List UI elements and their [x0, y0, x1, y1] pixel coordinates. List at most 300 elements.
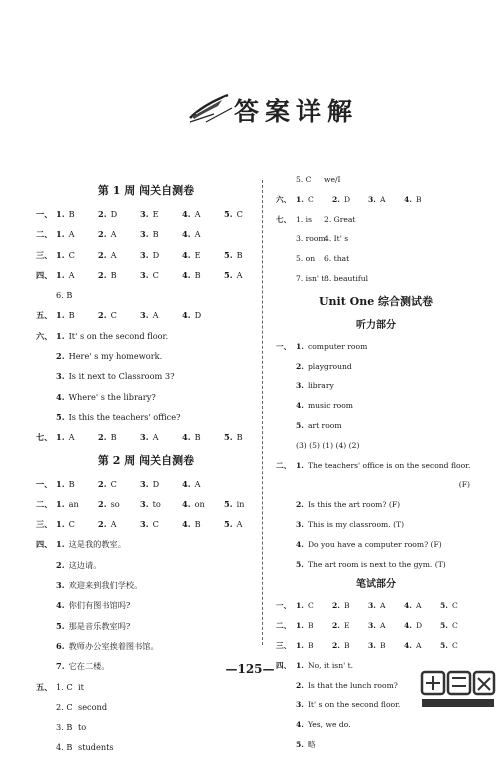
- item-number: 1.: [296, 194, 304, 204]
- item-number: 3.: [296, 700, 304, 710]
- answer-text: [56, 326, 168, 346]
- answer-text: [56, 575, 142, 595]
- answer-item: [56, 224, 74, 244]
- answer-text: [296, 676, 398, 696]
- item-number: 4.: [56, 600, 65, 611]
- answer-row: [276, 337, 476, 357]
- answer-item: [296, 616, 314, 636]
- item-number: 4.: [182, 432, 191, 443]
- item-value: B: [110, 432, 117, 443]
- answer-item: [140, 265, 159, 285]
- answer-choice: 5. C: [296, 175, 312, 184]
- writing-title: 笔试部分: [356, 579, 396, 591]
- item-number: 1.: [296, 601, 304, 611]
- item-value: A: [68, 432, 75, 443]
- answer-word: 4. It' s: [324, 234, 349, 244]
- question-label: 六、: [276, 194, 292, 204]
- answer-row: [276, 616, 476, 636]
- answer-choice: 2. C: [56, 701, 73, 712]
- item-number: 5.: [56, 411, 65, 422]
- answer-choice: 1. is: [296, 214, 312, 224]
- answer-item: [224, 427, 243, 447]
- item-number: 4.: [182, 498, 191, 509]
- item-value: Do you have a computer room? (F): [307, 539, 442, 549]
- answer-choice: 7. isn' t: [296, 273, 325, 283]
- item-number: 2.: [98, 249, 107, 260]
- answer-row: [36, 575, 256, 595]
- item-number: 2.: [296, 361, 304, 371]
- question-label: 一、: [36, 209, 53, 219]
- item-value: No, it isn' t.: [307, 660, 354, 670]
- answer-item: [224, 204, 243, 224]
- item-value: It' s on the second floor.: [68, 330, 169, 341]
- item-value: B: [194, 432, 201, 443]
- answer-item: [182, 245, 201, 265]
- question-label: 二、: [36, 229, 53, 240]
- question-label: 五、: [36, 310, 53, 321]
- item-number: 5.: [56, 620, 65, 631]
- answer-item: [56, 494, 79, 514]
- answer-item: [368, 616, 385, 636]
- answer-item: [368, 596, 385, 616]
- item-value: C: [152, 519, 159, 530]
- answer-text: [296, 735, 316, 755]
- answer-row: [36, 555, 256, 575]
- item-value: B: [194, 519, 201, 530]
- item-number: 1.: [296, 621, 304, 631]
- week2-answers: [36, 474, 256, 758]
- pen-quill-icon: [188, 92, 234, 124]
- item-value: C: [68, 249, 75, 260]
- item-value: so: [110, 498, 120, 509]
- answer-text: [56, 366, 174, 386]
- answer-text: [56, 636, 159, 656]
- answer-item: [368, 636, 386, 656]
- answer-row: [36, 595, 256, 615]
- answer-item: [182, 427, 201, 447]
- answer-row: [36, 534, 256, 554]
- question-label: 五、: [36, 681, 53, 692]
- item-value: 那是音乐教室吗?: [68, 620, 131, 631]
- answer-item: [140, 224, 159, 244]
- item-number: 2.: [98, 498, 107, 509]
- item-number: 4.: [182, 229, 191, 240]
- answer-item: [182, 204, 200, 224]
- answer-item: [224, 265, 242, 285]
- answer-choice: 1. C: [56, 681, 73, 692]
- week2-continued: [276, 170, 476, 289]
- answer-item: [56, 427, 74, 447]
- answer-row: [276, 269, 476, 289]
- item-value: Yes, we do.: [307, 720, 351, 730]
- answer-item: [56, 204, 75, 224]
- answer-row: [276, 596, 476, 616]
- item-number: 4.: [404, 194, 412, 204]
- item-number: 4.: [404, 601, 412, 611]
- item-value: an: [68, 498, 79, 509]
- answer-row: [276, 170, 476, 190]
- answer-item: [56, 514, 75, 534]
- answer-item: [440, 636, 458, 656]
- answer-item: [140, 204, 159, 224]
- item-number: 2.: [98, 310, 107, 321]
- week1-answers: [36, 204, 256, 448]
- answer-row: [276, 376, 476, 396]
- answer-row: [276, 210, 476, 230]
- answer-row: [276, 535, 476, 555]
- item-number: 4.: [182, 310, 191, 321]
- item-number: 4.: [182, 519, 191, 530]
- answer-text: [296, 456, 470, 476]
- item-number: 3.: [56, 371, 65, 382]
- item-value: C: [451, 621, 458, 631]
- item-number: 3.: [56, 580, 65, 591]
- answer-item: [182, 474, 200, 494]
- item-number: 5.: [440, 621, 448, 631]
- item-value: A: [415, 601, 422, 611]
- item-value: C: [307, 194, 314, 204]
- item-number: 1.: [56, 432, 65, 443]
- item-value: B: [415, 194, 422, 204]
- item-number: 5.: [224, 498, 233, 509]
- question-label: 二、: [276, 621, 292, 631]
- unit-one-title: Unit One 综合测试卷: [318, 294, 434, 308]
- item-number: 2.: [98, 478, 107, 489]
- page-header: [0, 86, 500, 132]
- question-label: 四、: [36, 539, 53, 550]
- item-number: 3.: [296, 381, 304, 391]
- item-number: 1.: [56, 209, 65, 219]
- item-value: Is it next to Classroom 3?: [68, 371, 175, 382]
- answer-row: [276, 735, 476, 755]
- item-value: B: [307, 621, 314, 631]
- answer-item: [140, 494, 161, 514]
- answer-row: [276, 190, 476, 210]
- item-value: A: [379, 194, 386, 204]
- item-value: B: [236, 249, 243, 260]
- item-number: 1.: [56, 498, 65, 509]
- answer-text: [296, 715, 351, 735]
- question-label: 二、: [36, 498, 53, 509]
- answer-item: [224, 514, 242, 534]
- answer-text: [296, 396, 353, 416]
- item-number: 4.: [182, 249, 191, 260]
- answer-row: [276, 396, 476, 416]
- answer-text: [56, 555, 101, 575]
- answer-text: [296, 495, 400, 515]
- answer-item: [296, 190, 314, 210]
- answer-row: [36, 474, 256, 494]
- answer-choice: 3. B: [56, 722, 73, 733]
- item-number: 1.: [56, 229, 65, 240]
- question-label: 三、: [36, 519, 53, 530]
- item-number: 1.: [56, 269, 65, 280]
- item-value: D: [152, 478, 160, 489]
- item-value: D: [194, 310, 202, 321]
- item-value: The teachers' office is on the second floor.: [307, 460, 471, 470]
- answer-sequence: (3) (5) (1) (4) (2): [296, 440, 360, 450]
- question-label: 七、: [276, 214, 292, 224]
- item-number: 1.: [296, 460, 304, 470]
- item-value: computer room: [307, 341, 368, 351]
- answer-item: [98, 474, 117, 494]
- item-value: A: [194, 478, 201, 489]
- item-value: A: [236, 519, 243, 530]
- answer-item: [140, 427, 158, 447]
- item-number: 1.: [56, 519, 65, 530]
- item-value: 欢迎来到我们学校。: [68, 580, 143, 591]
- answer-row: [276, 475, 476, 495]
- item-number: 4.: [56, 391, 65, 402]
- answer-row: [276, 515, 476, 535]
- item-value: B: [68, 478, 75, 489]
- answer-row: [36, 717, 256, 737]
- item-number: 3.: [140, 249, 149, 260]
- answer-item: [224, 245, 243, 265]
- item-number: 4.: [296, 401, 304, 411]
- item-number: 1.: [56, 249, 65, 260]
- answer-item: [98, 305, 117, 325]
- item-value: B: [307, 640, 314, 650]
- answer-text: [296, 416, 342, 436]
- answer-text: [296, 357, 352, 377]
- answer-row: [36, 305, 256, 325]
- item-number: 3.: [140, 432, 149, 443]
- item-number: 3.: [140, 229, 149, 240]
- item-value: 这边请。: [68, 559, 102, 570]
- item-number: 2.: [296, 500, 304, 510]
- answer-text: 6. B: [56, 290, 73, 301]
- item-value: E: [194, 249, 201, 260]
- item-number: 1.: [56, 478, 65, 489]
- answer-word: second: [78, 701, 108, 712]
- item-number: 2.: [332, 601, 340, 611]
- answer-item: [98, 224, 116, 244]
- answer-item: [140, 474, 159, 494]
- item-number: 5.: [224, 269, 233, 280]
- item-value: B: [68, 209, 75, 219]
- item-number: 2.: [98, 269, 107, 280]
- item-value: 略: [307, 739, 316, 749]
- question-label: 二、: [276, 460, 292, 470]
- item-number: 5.: [296, 559, 304, 569]
- item-value: 这是我的教室。: [68, 539, 126, 550]
- answer-item: [296, 596, 314, 616]
- item-value: D: [152, 249, 160, 260]
- answer-row: [36, 245, 256, 265]
- answer-item: [368, 190, 385, 210]
- listening-title: 听力部分: [356, 319, 396, 331]
- item-number: 5.: [224, 432, 233, 443]
- watermark-logo-icon: [420, 668, 496, 710]
- answer-text: [56, 616, 130, 636]
- answer-item: [182, 305, 201, 325]
- item-number: 3.: [140, 519, 149, 530]
- item-value: A: [194, 209, 201, 219]
- answer-item: [182, 265, 201, 285]
- item-number: 4.: [182, 478, 191, 489]
- item-value: Is that the lunch room?: [307, 680, 398, 690]
- item-number: 7.: [56, 661, 65, 672]
- answer-item: [56, 305, 75, 325]
- item-number: 2.: [332, 621, 340, 631]
- item-value: B: [152, 229, 159, 240]
- answer-row: [276, 416, 476, 436]
- item-value: It' s on the second floor.: [307, 700, 401, 710]
- answer-item: [98, 204, 117, 224]
- item-value: Is this the teachers' office?: [68, 411, 181, 422]
- answer-text: [296, 695, 400, 715]
- question-label: 四、: [276, 660, 292, 670]
- answer-text: [56, 534, 126, 554]
- column-divider: [262, 180, 263, 645]
- answer-row: [36, 204, 256, 224]
- answer-item: [332, 636, 350, 656]
- item-number: 1.: [56, 330, 65, 341]
- item-value: playground: [307, 361, 352, 371]
- answer-row: [36, 265, 256, 285]
- item-value: The art room is next to the gym. (T): [307, 559, 446, 569]
- item-value: C: [110, 478, 117, 489]
- item-value: A: [68, 269, 75, 280]
- answer-row: [36, 514, 256, 534]
- item-value: A: [110, 519, 117, 530]
- item-number: 3.: [368, 621, 376, 631]
- item-value: A: [379, 621, 386, 631]
- item-number: 4.: [296, 720, 304, 730]
- item-value: 教师办公室挨着图书馆。: [68, 640, 159, 651]
- question-label: 六、: [36, 330, 53, 341]
- item-number: 1.: [296, 341, 304, 351]
- answer-word: 6. that: [324, 254, 350, 264]
- answer-item: [224, 494, 244, 514]
- item-value: A: [110, 229, 117, 240]
- answer-item: [182, 224, 200, 244]
- answer-row: [276, 495, 476, 515]
- item-number: 3.: [368, 194, 376, 204]
- item-number: 3.: [368, 601, 376, 611]
- answer-row: [36, 387, 256, 407]
- answer-choice: 5. on: [296, 254, 316, 264]
- item-value: on: [194, 498, 205, 509]
- answer-text: [56, 595, 130, 615]
- item-number: 4.: [404, 640, 412, 650]
- answer-item: [140, 514, 159, 534]
- item-number: 1.: [56, 310, 65, 321]
- answer-item: [182, 514, 201, 534]
- item-value: A: [194, 229, 201, 240]
- answer-row: [276, 715, 476, 735]
- answer-text: [296, 535, 442, 555]
- answer-item: [404, 636, 421, 656]
- item-value: C: [68, 519, 75, 530]
- item-number: 6.: [56, 640, 65, 651]
- answer-row: [36, 697, 256, 717]
- answer-item: [332, 616, 349, 636]
- item-number: 2.: [98, 432, 107, 443]
- item-value: Where' s the library?: [68, 391, 156, 402]
- answer-word: we/I: [324, 175, 341, 184]
- question-label: 三、: [36, 249, 53, 260]
- item-number: 3.: [140, 269, 149, 280]
- item-value: B: [68, 310, 75, 321]
- answer-row: [36, 494, 256, 514]
- question-label: 一、: [276, 341, 292, 351]
- item-value: D: [415, 621, 423, 631]
- item-value: C: [152, 269, 159, 280]
- item-value: A: [236, 269, 243, 280]
- item-number: 5.: [296, 420, 304, 430]
- answer-item: [98, 265, 117, 285]
- item-value: B: [343, 601, 350, 611]
- answer-item: [440, 596, 458, 616]
- week1-title: 第 1 周 闯关自测卷: [97, 184, 195, 197]
- listening-answers: [276, 337, 476, 575]
- item-number: 2.: [98, 519, 107, 530]
- item-number: 5.: [440, 640, 448, 650]
- answer-row: [36, 616, 256, 636]
- item-value: E: [343, 621, 350, 631]
- item-value: A: [68, 229, 75, 240]
- answer-row: [276, 229, 476, 249]
- item-number: 2.: [56, 351, 65, 362]
- answer-row: [36, 366, 256, 386]
- item-number: 5.: [224, 209, 233, 219]
- item-number: 2.: [98, 229, 107, 240]
- item-value: A: [152, 432, 159, 443]
- answer-row: [276, 357, 476, 377]
- item-number: 4.: [296, 539, 304, 549]
- item-number: 1.: [296, 640, 304, 650]
- answer-text: [296, 337, 367, 357]
- page-number: —125—: [225, 662, 275, 676]
- answer-row: [36, 326, 256, 346]
- item-value: A: [379, 601, 386, 611]
- answer-item: [404, 596, 421, 616]
- answer-row: [36, 677, 256, 697]
- item-number: 1.: [56, 539, 65, 550]
- item-value: to: [152, 498, 161, 509]
- item-value: D: [110, 209, 118, 219]
- answer-row: [276, 555, 476, 575]
- item-number: 4.: [182, 269, 191, 280]
- answer-item: [98, 427, 117, 447]
- answer-row: [36, 407, 256, 427]
- item-number: 1.: [296, 660, 304, 670]
- item-number: 5.: [224, 249, 233, 260]
- item-number: 3.: [368, 640, 376, 650]
- item-value: B: [343, 640, 350, 650]
- answer-row: [276, 636, 476, 656]
- answer-row: [36, 427, 256, 447]
- answer-mark: (F): [458, 480, 470, 490]
- item-value: B: [379, 640, 386, 650]
- item-value: library: [307, 381, 334, 391]
- answer-item: [56, 265, 74, 285]
- answer-item: [404, 616, 422, 636]
- item-number: 2.: [332, 194, 340, 204]
- item-number: 2.: [98, 209, 107, 219]
- week2-title: 第 2 周 闯关自测卷: [97, 453, 195, 467]
- question-label: 一、: [36, 478, 53, 489]
- item-number: 2.: [332, 640, 340, 650]
- question-label: 三、: [276, 640, 292, 650]
- item-value: 它在二楼。: [68, 661, 110, 672]
- answer-item: [56, 474, 75, 494]
- answer-item: [98, 494, 120, 514]
- item-value: C: [307, 601, 314, 611]
- item-value: C: [110, 310, 117, 321]
